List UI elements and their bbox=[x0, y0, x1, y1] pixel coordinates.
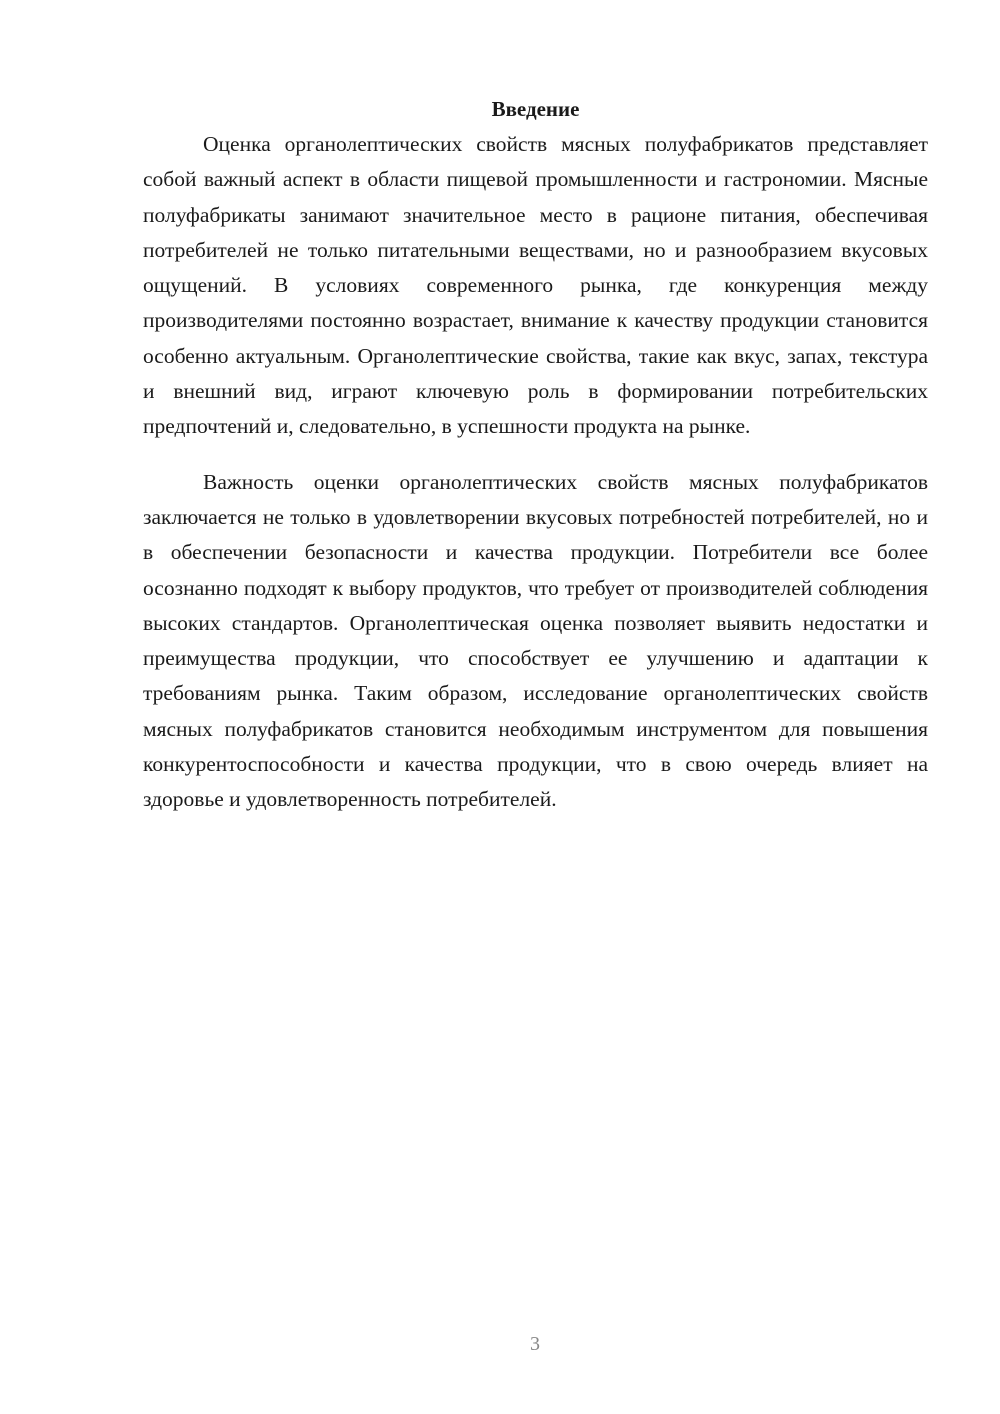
paragraph-1: Оценка органолептических свойств мясных полуфабрикатов представляет собой важный аспект в области пищевой промышленности и гастрономии. Мясные полуфабрикаты занимают значительное место в рационе питания, обеспечивая потребителей не только питательными веществами, но и разнообразием вкусовых ощущений. В условиях современного рынка, где конкуренция между производителями постоянно возрастает, внимание к качеству продукции становится особенно актуальным. Органолептические свойства, такие как вкус, запах, текстура и внешний вид, играют ключевую роль в формировании потребительских предпочтений и, следовательно, в успешности продукта на рынке. bbox=[143, 132, 928, 439]
page-content bbox=[143, 92, 928, 818]
page-number: 3 bbox=[530, 1333, 540, 1355]
paragraph-2: Важность оценки органолептических свойств мясных полуфабрикатов заключается не только в удовлетворении вкусовых потребностей потребителей, но и в обеспечении безопасности и качества продукции. Потребители все более осознанно подходят к выбору продуктов, что требует от производителей соблюдения высоких стандартов. Органолептическая оценка позволяет выявить недостатки и преимущества продукции, что способствует ее улучшению и адаптации к требованиям рынка. Таким образом, исследование органолептических свойств мясных полуфабрикатов становится необходимым инструментом для повышения конкурентоспособности и качества продукции, что в свою очередь влияет на здоровье и удовлетворенность потребителей. bbox=[143, 469, 928, 812]
section-title: Введение bbox=[491, 97, 580, 121]
